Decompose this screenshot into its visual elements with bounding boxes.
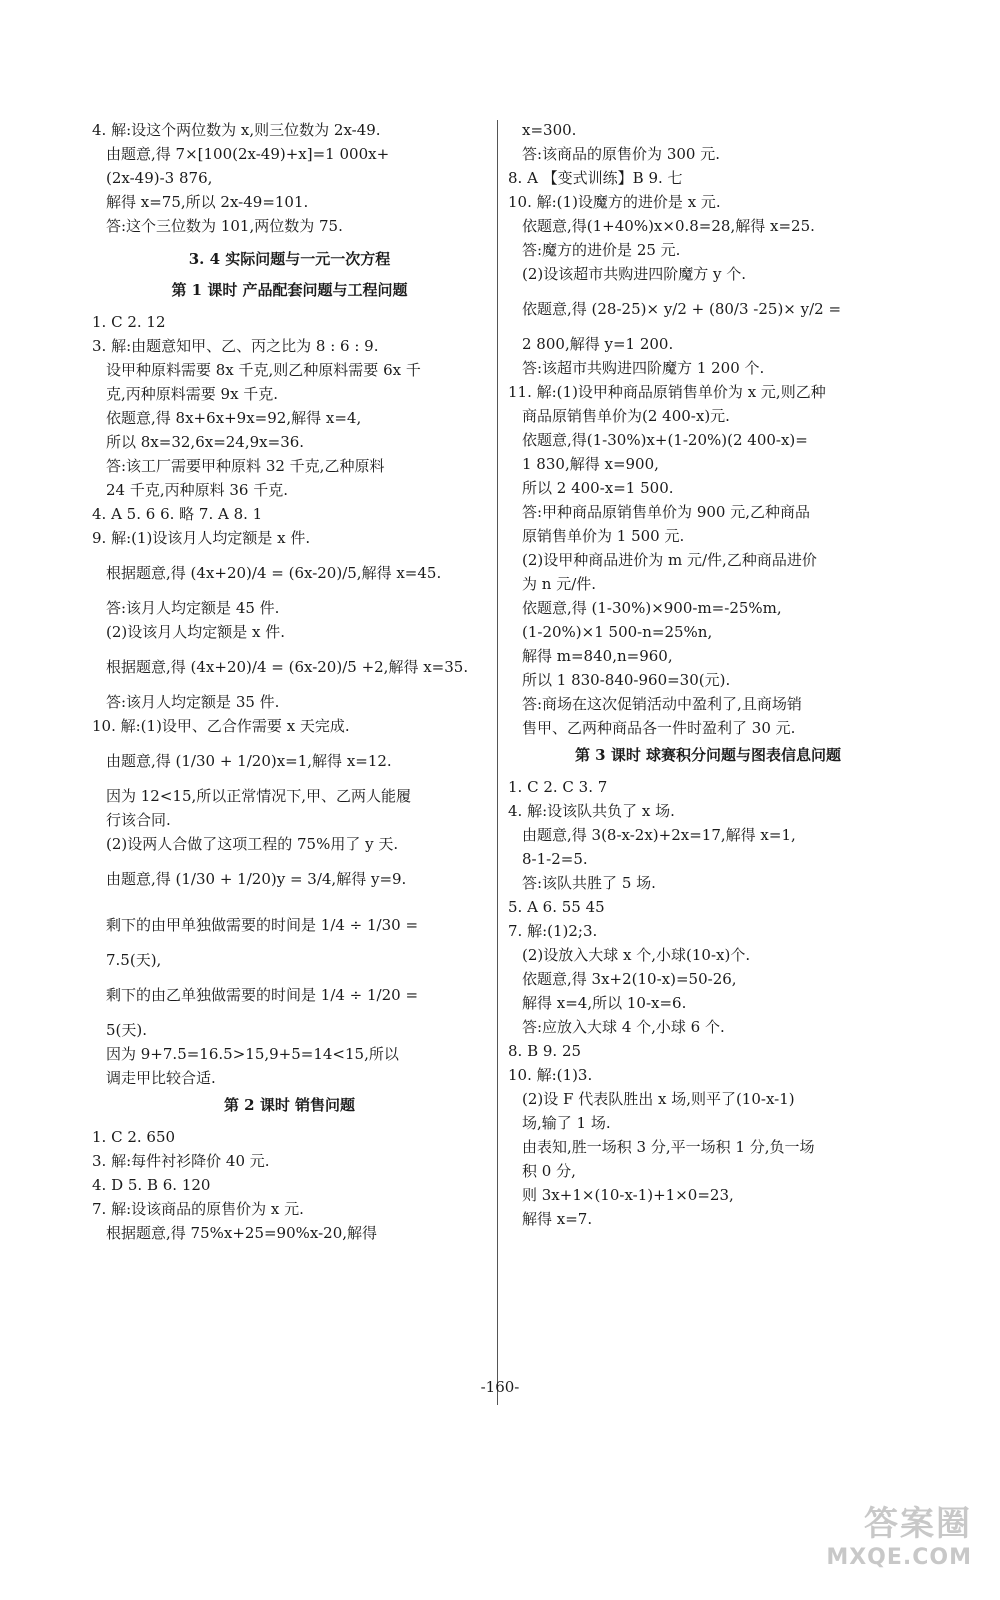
page-number: -160- — [480, 1378, 520, 1396]
answer-line: 所以 1 830-840-960=30(元). — [522, 671, 731, 689]
answer-line: 因为 9+7.5=16.5>15,9+5=14<15,所以 — [106, 1045, 399, 1063]
answer-line: (2)设该超市共购进四阶魔方 y 个. — [522, 265, 747, 283]
answer-line: 10. 解:(1)3. — [508, 1066, 593, 1084]
answer-line: 3. 解:由题意知甲、乙、丙之比为 8 : 6 : 9. — [92, 337, 379, 355]
answer-line: (1-20%)×1 500-n=25%n, — [522, 623, 713, 641]
answer-line: 由题意,得 (1/30 + 1/20)y = 3/4,解得 y=9. — [106, 870, 407, 888]
answer-line: 克,丙种原料需要 9x 千克. — [106, 385, 279, 403]
answer-line: 答:甲种商品原销售单价为 900 元,乙种商品 — [522, 503, 810, 521]
answer-line: 答:应放入大球 4 个,小球 6 个. — [522, 1018, 725, 1036]
answer-line: 答:魔方的进价是 25 元. — [522, 241, 681, 259]
watermark — [826, 1496, 972, 1570]
answer-line: 为 n 元/件. — [522, 575, 597, 593]
answer-line: 调走甲比较合适. — [106, 1069, 216, 1087]
answer-line: 根据题意,得 (4x+20)/4 = (6x-20)/5,解得 x=45. — [106, 564, 442, 582]
answer-line: 所以 2 400-x=1 500. — [522, 479, 674, 497]
watermark-site: MXQE.COM — [826, 1545, 972, 1570]
section-heading: 3. 4 实际问题与一元一次方程 — [188, 250, 391, 268]
answer-line: (2)设两人合做了这项工程的 75%用了 y 天. — [106, 835, 399, 853]
answer-line: 8. B 9. 25 — [508, 1042, 582, 1060]
answer-line: 答:该月人均定额是 35 件. — [106, 693, 280, 711]
answer-line: 7. 解:设该商品的原售价为 x 元. — [92, 1200, 304, 1218]
answer-line: 11. 解:(1)设甲种商品原销售单价为 x 元,则乙种 — [508, 383, 826, 401]
answer-line: 所以 8x=32,6x=24,9x=36. — [106, 433, 305, 451]
answer-line: 4. A 5. 6 6. 略 7. A 8. 1 — [92, 505, 263, 523]
answer-line: 答:该商品的原售价为 300 元. — [522, 145, 720, 163]
answer-line: 根据题意,得 (4x+20)/4 = (6x-20)/5 +2,解得 x=35. — [106, 658, 469, 676]
watermark-cn: 答案圈 — [864, 1504, 972, 1544]
answer-line: 4. D 5. B 6. 120 — [92, 1176, 211, 1194]
answer-line: (2)设放入大球 x 个,小球(10-x)个. — [522, 946, 751, 964]
answer-line: 依题意,得(1+40%)x×0.8=28,解得 x=25. — [522, 217, 815, 235]
answer-line: 1. C 2. 12 — [92, 313, 166, 331]
answer-line: (2)设该月人均定额是 x 件. — [106, 623, 286, 641]
answer-line: 售甲、乙两种商品各一件时盈利了 30 元. — [522, 719, 796, 737]
answer-line: (2x-49)-3 876, — [106, 169, 213, 187]
answer-line: 由题意,得 (1/30 + 1/20)x=1,解得 x=12. — [106, 752, 392, 770]
answer-line: 剩下的由甲单独做需要的时间是 1/4 ÷ 1/30 = — [106, 916, 419, 934]
answer-line: x=300. — [522, 121, 577, 139]
answer-line: 解得 x=7. — [522, 1210, 593, 1228]
answer-line: 9. 解:(1)设该月人均定额是 x 件. — [92, 529, 311, 547]
answer-line: 依题意,得 (1-30%)×900-m=-25%m, — [522, 599, 782, 617]
answer-line: 因为 12<15,所以正常情况下,甲、乙两人能履 — [106, 787, 412, 805]
answer-line: 答:该超市共购进四阶魔方 1 200 个. — [522, 359, 765, 377]
answer-line: 由表知,胜一场积 3 分,平一场积 1 分,负一场 — [522, 1138, 815, 1156]
answer-line: 1. C 2. C 3. 7 — [508, 778, 608, 796]
answer-line: 则 3x+1×(10-x-1)+1×0=23, — [522, 1186, 734, 1204]
answer-line: 场,输了 1 场. — [522, 1114, 611, 1132]
answer-line: 8. A 【变式训练】B 9. 七 — [508, 169, 683, 187]
answer-line: 答:商场在这次促销活动中盈利了,且商场销 — [522, 695, 802, 713]
lesson-heading: 第 3 课时 球赛积分问题与图表信息问题 — [574, 746, 842, 764]
answer-line: 7.5(天), — [106, 951, 162, 969]
answer-line: 依题意,得 8x+6x+9x=92,解得 x=4, — [106, 409, 362, 427]
answer-line: 4. 解:设这个两位数为 x,则三位数为 2x-49. — [92, 121, 381, 139]
answer-line: 答:这个三位数为 101,两位数为 75. — [106, 217, 343, 235]
answer-line: 商品原销售单价为(2 400-x)元. — [522, 407, 730, 425]
answer-line: (2)设甲种商品进价为 m 元/件,乙种商品进价 — [522, 551, 817, 569]
answer-line: 4. 解:设该队共负了 x 场. — [508, 802, 675, 820]
left-column — [92, 118, 487, 1245]
answer-line: 由题意,得 3(8-x-2x)+2x=17,解得 x=1, — [522, 826, 796, 844]
lesson-heading: 第 1 课时 产品配套问题与工程问题 — [171, 281, 408, 299]
answer-line: 10. 解:(1)设甲、乙合作需要 x 天完成. — [92, 717, 350, 735]
answer-line: 10. 解:(1)设魔方的进价是 x 元. — [508, 193, 721, 211]
answer-line: 2 800,解得 y=1 200. — [522, 335, 674, 353]
right-column — [508, 118, 908, 1231]
answer-line: 积 0 分, — [522, 1162, 576, 1180]
answer-line: 5(天). — [106, 1021, 148, 1039]
answer-line: 24 千克,丙种原料 36 千克. — [106, 481, 289, 499]
answer-line: 3. 解:每件衬衫降价 40 元. — [92, 1152, 270, 1170]
answer-line: 依题意,得(1-30%)x+(1-20%)(2 400-x)= — [522, 431, 808, 449]
answer-line: 7. 解:(1)2;3. — [508, 922, 598, 940]
answer-line: 解得 x=75,所以 2x-49=101. — [106, 193, 309, 211]
lesson-heading: 第 2 课时 销售问题 — [223, 1096, 356, 1114]
answer-line: 答:该工厂需要甲种原料 32 千克,乙种原料 — [106, 457, 385, 475]
answer-line: 解得 m=840,n=960, — [522, 647, 673, 665]
answer-line: 设甲种原料需要 8x 千克,则乙种原料需要 6x 千 — [106, 361, 421, 379]
answer-line: 根据题意,得 75%x+25=90%x-20,解得 — [106, 1224, 378, 1242]
answer-line: 依题意,得 3x+2(10-x)=50-26, — [522, 970, 737, 988]
answer-line: 答:该月人均定额是 45 件. — [106, 599, 280, 617]
answer-line: 1 830,解得 x=900, — [522, 455, 659, 473]
answer-line: (2)设 F 代表队胜出 x 场,则平了(10-x-1) — [522, 1090, 795, 1108]
answer-line: 1. C 2. 650 — [92, 1128, 176, 1146]
answer-line: 8-1-2=5. — [522, 850, 588, 868]
answer-line: 剩下的由乙单独做需要的时间是 1/4 ÷ 1/20 = — [106, 986, 419, 1004]
answer-line: 5. A 6. 55 45 — [508, 898, 605, 916]
answer-line: 行该合同. — [106, 811, 171, 829]
answer-line: 原销售单价为 1 500 元. — [522, 527, 685, 545]
answer-line: 依题意,得 (28-25)× y/2 + (80/3 -25)× y/2 = — [522, 300, 842, 318]
answer-line: 答:该队共胜了 5 场. — [522, 874, 656, 892]
column-divider — [497, 120, 498, 1405]
answer-line: 由题意,得 7×[100(2x-49)+x]=1 000x+ — [106, 145, 390, 163]
answer-line: 解得 x=4,所以 10-x=6. — [522, 994, 687, 1012]
